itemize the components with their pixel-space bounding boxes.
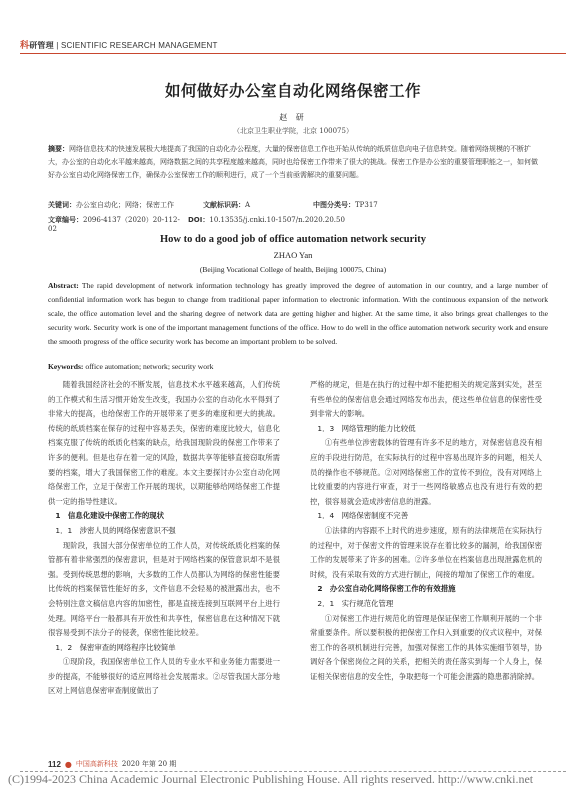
affiliation-en: (Beijing Vocational College of health, Beijing 100075, China) (199, 265, 387, 274)
article-title-zh: 如何做好办公室自动化网络保密工作 (164, 82, 421, 100)
body-paragraph: 随着我国经济社会的不断发展，信息技术水平越来越高，人们传统的工作模式和生活习惯开始发生改变，我国办公室的自动化水平得到了非常大的提高，也给保密工作的开展带来了更多的难度和更大的挑战。传统的纸质档案在保存的过程中容易丢失，保密的难度比较大，信息化档案克服了传统的纸质化档案的缺点，给我国现阶段的保密工作带来了许多的便利。但是也存在着一定的风险，数据共享等能够直接窃取所需要的档案，增大了我国保密工作的难度。本文主要探讨办公室自动化网络保密工作，立足于保密工作开展的现状，以期能够给网络保密工作提供一定的指导性建议。 (48, 380, 280, 506)
abstract-en-text: The rapid development of network information technology has greatly improved the degree of automation in our country, and a large number of confidential information work has begun to change from traditional paper information to electronic information. With the continuous expansion of the network scale, the office automation level and the sharing degree of network data are getting higher and higher. At the same time, it also brings great challenges to the security work. Security work is one of the important management functions of the office. How to do well in the office automation network security work and ensure the smooth progress of the office security work has become an important problem to be solved. (48, 281, 548, 347)
clc-label: 中图分类号： (313, 201, 355, 209)
magazine-name: 中国高新科技 (75, 760, 118, 768)
body-column-right (310, 378, 542, 684)
clc-value: TP317 (355, 201, 378, 209)
body-paragraph: ①有些单位涉密载体的管理有许多不足的地方，对保密信息没有相应的手段进行防范，在实际执行的过程中容易出现许多的问题，相关人员的操作也不够规范。②对网络保密工作的宣传不到位，没有对网络上比较重要的内容进行审查，对于一些网络敏感点也没有进行有效的把控，很容易就会造成涉密信息的泄露。 (310, 438, 542, 506)
article-number-value: 2096-4137（2020）20-112-02 (48, 216, 180, 233)
article-number-label: 文章编号： (48, 216, 83, 224)
subsection-heading: 1．2 保密审查的网络程序比较简单 (55, 642, 176, 652)
column-name-zh: 研管理 (29, 41, 54, 50)
body-column-left (48, 378, 280, 699)
header-rule (20, 53, 566, 54)
header-separator: | (53, 41, 61, 50)
subsection-heading: 2．1 实行规范化管理 (317, 598, 394, 608)
doi-label: DOI： (188, 216, 210, 224)
doc-code-value: A (245, 201, 251, 209)
body-paragraph: ①法律的内容跟不上时代的进步速度，原有的法律规范在实际执行的过程中，对于保密文件的管理来说存在着比较多的漏洞，给我国保密工作的发展带来了许多的困难。②许多单位在档案信息出现泄露危机的时候，没有采取有效的方式进行制止，间接的增加了保密工作的难度。 (310, 525, 542, 579)
keywords-zh-label: 关键词： (48, 201, 76, 209)
section-heading: 2 办公室自动化网络保密工作的有效措施 (317, 584, 456, 594)
footer-bullet-icon: ● (64, 759, 72, 769)
copyright-notice: (C)1994-2023 China Academic Journal Electronic Publishing House. All rights reserved. http://www.cnki.net (8, 772, 534, 786)
author-en: ZHAO Yan (273, 250, 313, 260)
page-number: 112 (48, 759, 61, 769)
body-paragraph: 严格的规定，但是在执行的过程中却不能把相关的规定落到实处，甚至有些单位的保密信息会通过网络发布出去，使这些单位信息的保密性受到非常大的影响。 (310, 380, 542, 419)
subsection-heading: 1．4 网络保密制度不完善 (317, 511, 409, 521)
column-name-en: SCIENTIFIC RESEARCH MANAGEMENT (60, 41, 218, 50)
abstract-en (48, 279, 548, 349)
doc-code-label: 文献标识码： (203, 201, 245, 209)
keywords-en (48, 362, 213, 371)
body-paragraph: 现阶段，我国大部分保密单位的工作人员，对传统纸质化档案的保管都有着非常强烈的保密意识，但是对于网络档案的保管意识却不是很强。受到传统思想的影响，大多数的工作人员都认为网络的保密性能要比传统的档案保管性能好的多，文件信息不会轻易的被泄露出去，也不会特别注意文稿信息内容的加密性，都是直接连接到互联网平台上进行处理。网络平台一般都具有开放性和共享性，保密信息在这种情况下就很容易受到不法分子的侵袭，保密性能比较差。 (48, 540, 280, 638)
abstract-zh-label: 摘要： (48, 145, 69, 153)
body-paragraph: ①现阶段，我国保密单位工作人员的专业水平和业务能力需要进一步的提高，不能够很好的适应网络社会发展需求。②尽管我国大部分地区对上网信息保密审查制度做出了 (48, 657, 280, 696)
abstract-en-label: Abstract: (48, 281, 79, 290)
journal-logo: 科 (20, 40, 30, 50)
section-heading: 1 信息化建设中保密工作的现状 (55, 511, 165, 521)
abstract-zh (48, 143, 544, 183)
keywords-en-text: office automation; network; security work (83, 362, 214, 371)
issue-label: 2020 年第 20 期 (121, 760, 177, 768)
abstract-zh-text: 网络信息技术的快速发展极大地提高了我国的自动化办公程度，大量的保密信息工作也开始从传统的纸质信息向电子信息转变。随着网络规模的不断扩大，办公室的自动化水平越来越高，网络数据之间的共享程度越来越高，同时也给保密工作带来了很大的挑战。保密工作是办公室的重要管理职能之一，如何做好办公室自动化网络保密工作，确保办公室保密工作的顺利进行，成了一个当前亟需解决的重要问题。 (48, 145, 538, 180)
subsection-heading: 1．1 涉密人员的网络保密意识不强 (55, 525, 176, 535)
affiliation-zh: （北京卫生职业学院，北京 100075） (233, 127, 353, 135)
author-zh: 赵 研 (279, 113, 307, 122)
keywords-zh-row (48, 200, 548, 210)
article-title-en: How to do a good job of office automation network security (160, 234, 426, 245)
subsection-heading: 1．3 网络管理的能力比较低 (317, 423, 416, 433)
doi-value: 10.13535/j.cnki.10-1507/n.2020.20.50 (209, 216, 345, 224)
keywords-en-label: Keywords: (48, 362, 84, 371)
article-number-row (48, 215, 548, 233)
journal-header (20, 38, 218, 51)
body-paragraph: ①对保密工作进行规范化的管理是保证保密工作顺利开展的一个非常重要条件。所以要积极的把保密工作归入到重要的仪式议程中，对保密工作的各项机制进行完善，加强对保密工作的具体实施细节领导，协调好各个保密岗位之间的关系，把相关的责任落实到每一个人身上，保证相关保密信息的安全性，争取把每一个可能会泄露的隐患都消除掉。 (310, 613, 542, 681)
keywords-zh-text: 办公室自动化；网络；保密工作 (76, 201, 174, 209)
page-footer (48, 759, 176, 769)
